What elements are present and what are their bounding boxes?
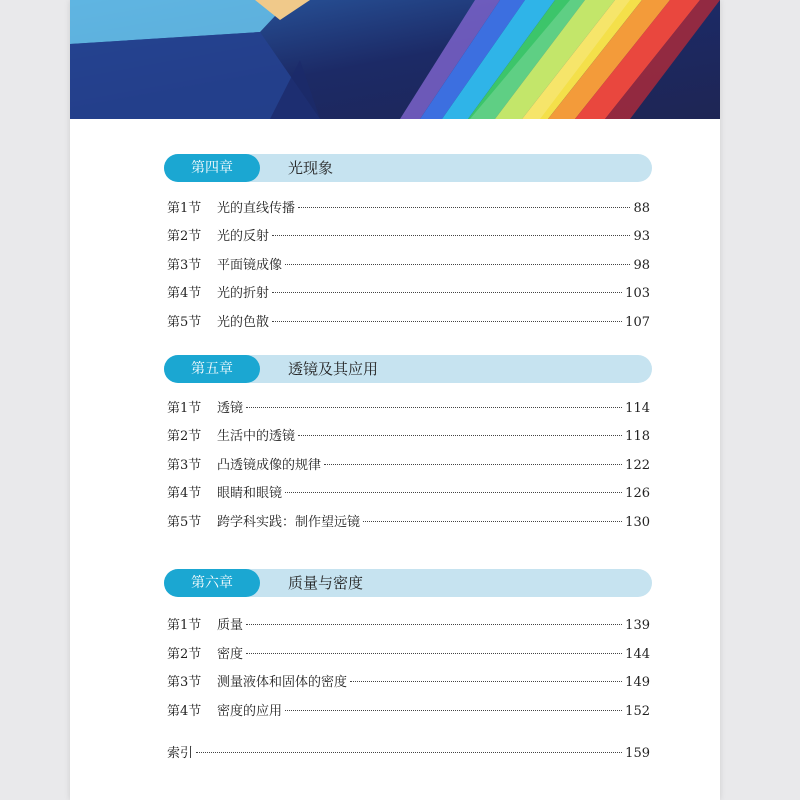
section-title: 跨学科实践：制作望远镜 — [217, 515, 361, 530]
dot-leader — [272, 292, 622, 293]
page-number: 122 — [625, 458, 650, 473]
book-page — [70, 0, 720, 800]
page-number: 130 — [625, 515, 650, 530]
section-title: 平面镜成像 — [217, 258, 283, 273]
page-number: 144 — [625, 647, 650, 662]
section-title: 透镜 — [217, 401, 244, 416]
page-number: 126 — [625, 486, 650, 501]
section-number: 第4节 — [167, 486, 202, 501]
chapter-badge: 第六章 — [164, 569, 260, 597]
dot-leader — [298, 435, 622, 436]
dot-leader — [285, 492, 622, 493]
dot-leader — [324, 464, 622, 465]
section-title: 密度的应用 — [217, 704, 283, 719]
toc-entry[interactable] — [167, 228, 650, 246]
chapter-5-header — [164, 355, 652, 383]
section-title: 生活中的透镜 — [217, 429, 296, 444]
prism-spectrum-banner — [70, 0, 720, 119]
chapter-badge: 第五章 — [164, 355, 260, 383]
section-number: 第4节 — [167, 286, 202, 301]
section-title: 测量液体和固体的密度 — [217, 675, 348, 690]
toc-entry[interactable] — [167, 400, 650, 418]
section-number: 第3节 — [167, 458, 202, 473]
toc-entry[interactable] — [167, 200, 650, 218]
toc-entry[interactable] — [167, 285, 650, 303]
chapter-6-header — [164, 569, 652, 597]
page-number: 93 — [633, 229, 650, 244]
section-number: 第5节 — [167, 515, 202, 530]
chapter-title: 质量与密度 — [288, 574, 364, 592]
section-number: 第2节 — [167, 229, 202, 244]
section-number: 第1节 — [167, 401, 202, 416]
dot-leader — [246, 407, 622, 408]
dot-leader — [196, 752, 622, 753]
section-title: 密度 — [217, 647, 244, 662]
toc-entry[interactable] — [167, 257, 650, 275]
section-number: 第1节 — [167, 201, 202, 216]
section-number: 第1节 — [167, 618, 202, 633]
section-title: 光的折射 — [217, 286, 270, 301]
section-number: 第3节 — [167, 258, 202, 273]
page-number: 149 — [625, 675, 650, 690]
chapter-badge: 第四章 — [164, 154, 260, 182]
index-entry[interactable] — [167, 745, 650, 763]
dot-leader — [363, 521, 622, 522]
toc-entry[interactable] — [167, 674, 650, 692]
section-title: 光的直线传播 — [217, 201, 296, 216]
dot-leader — [246, 653, 622, 654]
dot-leader — [246, 624, 622, 625]
toc-entry[interactable] — [167, 514, 650, 532]
section-title: 光的反射 — [217, 229, 270, 244]
section-number: 第2节 — [167, 429, 202, 444]
index-title: 索引 — [167, 746, 194, 761]
dot-leader — [272, 235, 630, 236]
prism-spectrum-illustration — [70, 0, 720, 119]
section-title: 质量 — [217, 618, 244, 633]
page-number: 152 — [625, 704, 650, 719]
section-number: 第2节 — [167, 647, 202, 662]
toc-entry[interactable] — [167, 703, 650, 721]
toc-entry[interactable] — [167, 485, 650, 503]
section-number: 第4节 — [167, 704, 202, 719]
section-title: 凸透镜成像的规律 — [217, 458, 322, 473]
section-title: 光的色散 — [217, 315, 270, 330]
page-number: 107 — [625, 315, 650, 330]
section-title: 眼睛和眼镜 — [217, 486, 283, 501]
section-number: 第5节 — [167, 315, 202, 330]
dot-leader — [298, 207, 630, 208]
page-number: 103 — [625, 286, 650, 301]
section-number: 第3节 — [167, 675, 202, 690]
dot-leader — [272, 321, 622, 322]
page-number: 118 — [625, 429, 650, 444]
chapter-title: 光现象 — [288, 159, 334, 177]
toc-entry[interactable] — [167, 428, 650, 446]
toc-entry[interactable] — [167, 457, 650, 475]
toc-entry[interactable] — [167, 617, 650, 635]
page-number: 88 — [633, 201, 650, 216]
dot-leader — [285, 710, 622, 711]
dot-leader — [350, 681, 622, 682]
page-number: 159 — [625, 746, 650, 761]
toc-entry[interactable] — [167, 314, 650, 332]
dot-leader — [285, 264, 630, 265]
page-number: 139 — [625, 618, 650, 633]
toc-entry[interactable] — [167, 646, 650, 664]
chapter-4-header — [164, 154, 652, 182]
chapter-title: 透镜及其应用 — [288, 360, 379, 378]
page-number: 114 — [625, 401, 650, 416]
page-number: 98 — [633, 258, 650, 273]
